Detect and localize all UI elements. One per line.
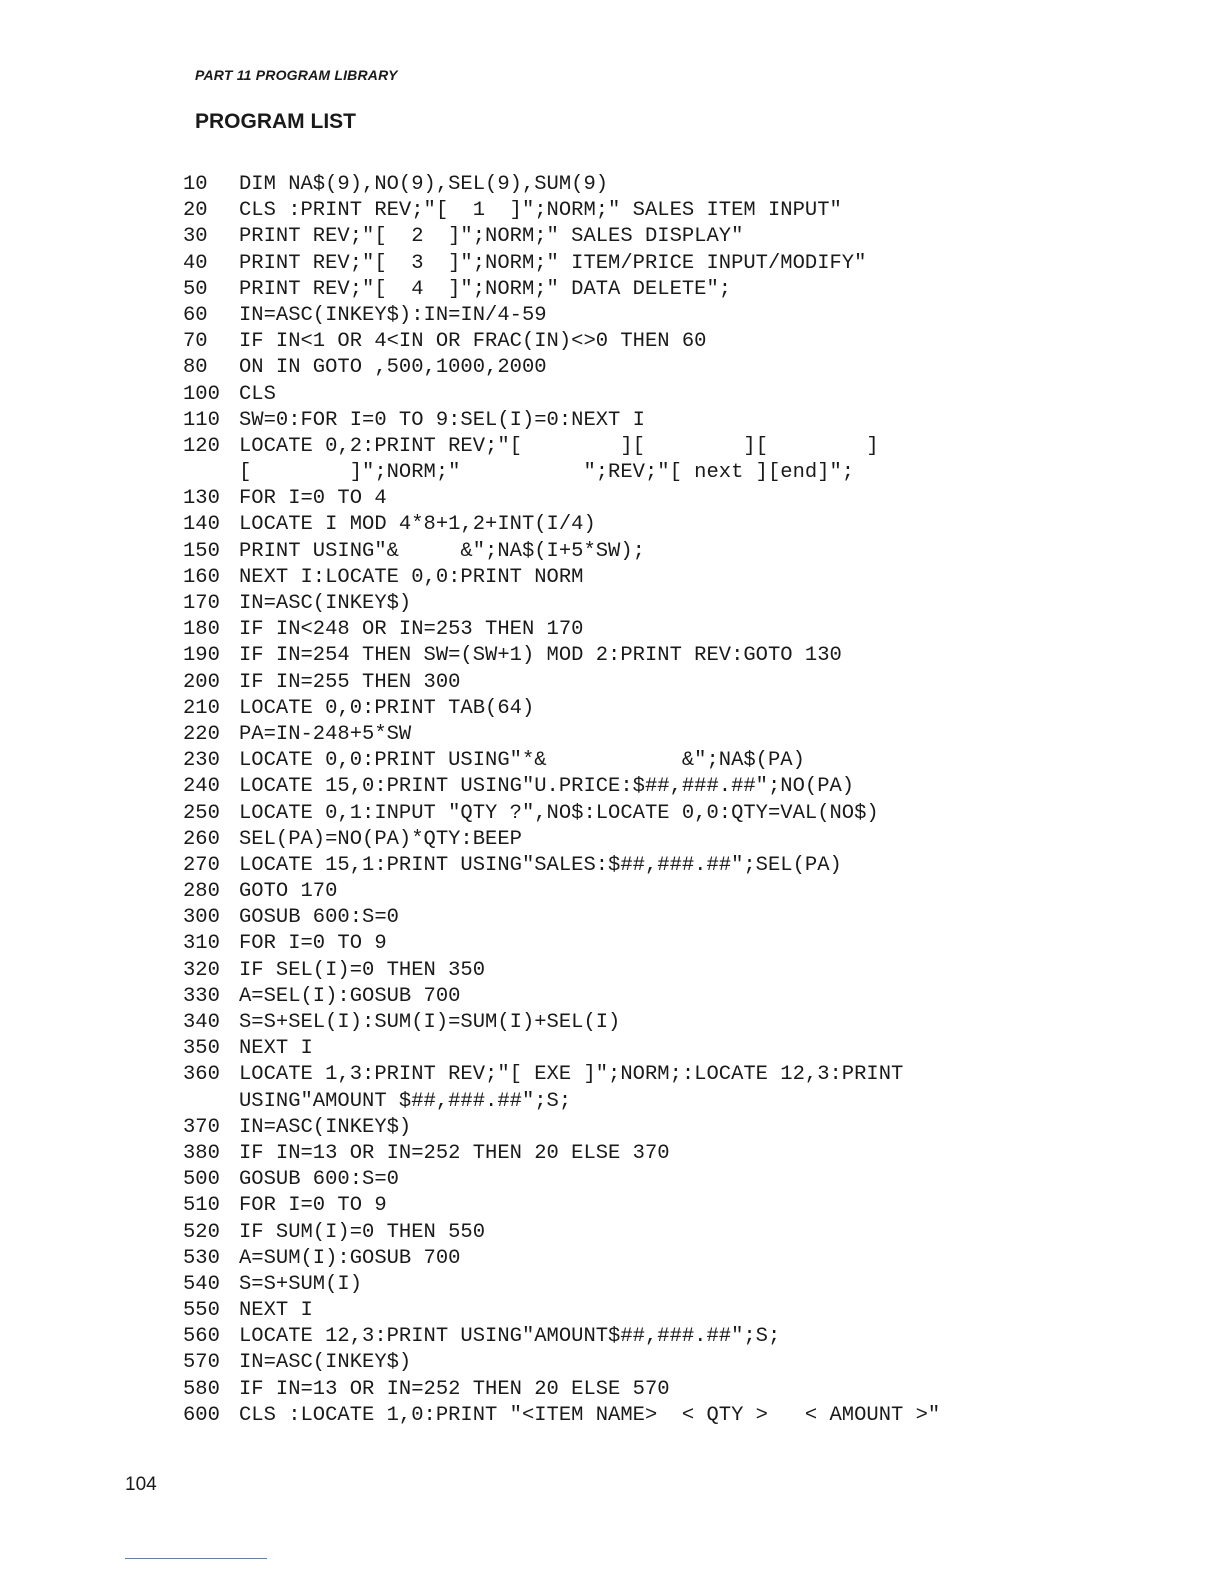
code-line (183, 539, 1083, 565)
code-text: SEL(PA)=NO(PA)*QTY:BEEP (239, 827, 522, 851)
code-text: FOR I=0 TO 9 (239, 932, 387, 956)
code-line (183, 931, 1083, 957)
line-number: 550 (183, 1299, 220, 1323)
line-number: 570 (183, 1351, 220, 1375)
code-text: S=S+SUM(I) (239, 1272, 363, 1296)
code-text: USING"AMOUNT $##,###.##";S; (239, 1089, 572, 1113)
line-number: 230 (183, 749, 220, 773)
code-text: IN=ASC(INKEY$):IN=IN/4-59 (239, 303, 547, 327)
code-text: GOTO 170 (239, 880, 338, 904)
line-number: 300 (183, 906, 220, 930)
code-line (183, 670, 1083, 696)
code-text: GOSUB 600:S=0 (239, 906, 399, 930)
code-text: LOCATE 0,2:PRINT REV;"[ ][ ][ ] (239, 434, 879, 458)
line-number: 330 (183, 984, 220, 1008)
code-text: ON IN GOTO ,500,1000,2000 (239, 356, 547, 380)
code-text: PRINT USING"& &";NA$(I+5*SW); (239, 539, 645, 563)
code-text: LOCATE 0,1:INPUT "QTY ?",NO$:LOCATE 0,0:QTY=VAL(NO$) (239, 801, 879, 825)
line-number: 80 (183, 356, 208, 380)
code-line (183, 565, 1083, 591)
line-number: 280 (183, 880, 220, 904)
code-text: IF IN<248 OR IN=253 THEN 170 (239, 618, 584, 642)
code-line (183, 434, 1083, 460)
code-line (183, 879, 1083, 905)
code-text: PRINT REV;"[ 3 ]";NORM;" ITEM/PRICE INPUT/MODIFY" (239, 251, 867, 275)
line-number: 170 (183, 592, 220, 615)
code-line (183, 905, 1083, 931)
line-number: 210 (183, 696, 220, 720)
code-line (183, 1324, 1083, 1350)
code-text: LOCATE 0,0:PRINT TAB(64) (239, 696, 535, 720)
line-number: 10 (183, 173, 208, 196)
line-number: 160 (183, 565, 220, 589)
code-text: LOCATE 15,0:PRINT USING"U.PRICE:$##,###.##";NO(PA) (239, 775, 855, 799)
code-line (183, 408, 1083, 434)
code-line (183, 696, 1083, 722)
line-number: 340 (183, 1011, 220, 1034)
code-text: NEXT I (239, 1037, 313, 1061)
code-text: FOR I=0 TO 9 (239, 1194, 387, 1218)
code-line (183, 486, 1083, 512)
code-line-continuation (183, 460, 1083, 486)
line-number: 380 (183, 1141, 220, 1165)
line-number: 250 (183, 801, 220, 825)
code-line (183, 251, 1083, 277)
code-line (183, 1193, 1083, 1219)
code-text: LOCATE 1,3:PRINT REV;"[ EXE ]";NORM;:LOCATE 12,3:PRINT (239, 1063, 904, 1087)
code-text: PRINT REV;"[ 4 ]";NORM;" DATA DELETE"; (239, 277, 732, 301)
code-text: IF SEL(I)=0 THEN 350 (239, 958, 486, 982)
line-number: 560 (183, 1325, 220, 1349)
line-number: 60 (183, 303, 208, 327)
line-number: 20 (183, 199, 208, 223)
code-line (183, 801, 1083, 827)
code-line (183, 774, 1083, 800)
code-line (183, 224, 1083, 250)
line-number: 350 (183, 1037, 220, 1061)
line-number: 370 (183, 1115, 220, 1139)
program-listing (183, 172, 1083, 1429)
code-line (183, 1062, 1083, 1088)
line-number: 580 (183, 1377, 220, 1401)
code-text: IF IN=254 THEN SW=(SW+1) MOD 2:PRINT REV:GOTO 130 (239, 644, 842, 668)
code-line (183, 1246, 1083, 1272)
line-number: 150 (183, 539, 220, 563)
code-line (183, 1220, 1083, 1246)
code-line (183, 1036, 1083, 1062)
code-line (183, 722, 1083, 748)
line-number: 500 (183, 1168, 220, 1192)
line-number: 40 (183, 251, 208, 275)
code-text: IF IN=13 OR IN=252 THEN 20 ELSE 370 (239, 1141, 670, 1165)
code-line (183, 1272, 1083, 1298)
line-number: 190 (183, 644, 220, 668)
code-line (183, 172, 1083, 198)
code-text: FOR I=0 TO 4 (239, 487, 387, 511)
code-text: CLS (239, 382, 276, 406)
line-number: 270 (183, 853, 220, 877)
line-number: 530 (183, 1246, 220, 1270)
line-number: 50 (183, 277, 208, 301)
running-head: PART 11 PROGRAM LIBRARY (195, 67, 398, 83)
line-number: 110 (183, 408, 220, 432)
code-line (183, 984, 1083, 1010)
line-number: 70 (183, 330, 208, 354)
line-number: 200 (183, 670, 220, 694)
footer-rule (125, 1558, 267, 1559)
code-text: LOCATE 0,0:PRINT USING"*& &";NA$(PA) (239, 749, 805, 773)
line-number: 130 (183, 487, 220, 511)
code-line-continuation (183, 1089, 1083, 1115)
code-text: CLS :LOCATE 1,0:PRINT "<ITEM NAME> < QTY > < AMOUNT >" (239, 1403, 941, 1427)
code-line (183, 1010, 1083, 1036)
code-text: IF IN<1 OR 4<IN OR FRAC(IN)<>0 THEN 60 (239, 330, 707, 354)
code-line (183, 1141, 1083, 1167)
code-line (183, 355, 1083, 381)
code-line (183, 643, 1083, 669)
code-text: IF IN=255 THEN 300 (239, 670, 461, 694)
code-text: IN=ASC(INKEY$) (239, 592, 412, 615)
line-number: 100 (183, 382, 220, 406)
code-line (183, 748, 1083, 774)
code-line (183, 1350, 1083, 1376)
code-text: SW=0:FOR I=0 TO 9:SEL(I)=0:NEXT I (239, 408, 645, 432)
line-number: 510 (183, 1194, 220, 1218)
section-title: PROGRAM LIST (195, 110, 356, 133)
code-line (183, 1403, 1083, 1429)
line-number: 30 (183, 225, 208, 249)
code-line (183, 591, 1083, 617)
code-text: A=SEL(I):GOSUB 700 (239, 984, 461, 1008)
code-text: GOSUB 600:S=0 (239, 1168, 399, 1192)
code-text: PRINT REV;"[ 2 ]";NORM;" SALES DISPLAY" (239, 225, 744, 249)
line-number: 540 (183, 1272, 220, 1296)
code-text: LOCATE 15,1:PRINT USING"SALES:$##,###.##";SEL(PA) (239, 853, 842, 877)
code-text: NEXT I:LOCATE 0,0:PRINT NORM (239, 565, 584, 589)
code-line (183, 1115, 1083, 1141)
code-line (183, 329, 1083, 355)
line-number: 240 (183, 775, 220, 799)
code-line (183, 853, 1083, 879)
line-number: 600 (183, 1403, 220, 1427)
code-text: DIM NA$(9),NO(9),SEL(9),SUM(9) (239, 173, 609, 196)
line-number: 180 (183, 618, 220, 642)
code-text: IF IN=13 OR IN=252 THEN 20 ELSE 570 (239, 1377, 670, 1401)
code-line (183, 1167, 1083, 1193)
code-text: IN=ASC(INKEY$) (239, 1351, 412, 1375)
code-line (183, 1377, 1083, 1403)
line-number: 320 (183, 958, 220, 982)
line-number: 310 (183, 932, 220, 956)
code-text: A=SUM(I):GOSUB 700 (239, 1246, 461, 1270)
code-line (183, 198, 1083, 224)
code-line (183, 303, 1083, 329)
code-text: IF SUM(I)=0 THEN 550 (239, 1220, 486, 1244)
code-line (183, 617, 1083, 643)
line-number: 360 (183, 1063, 220, 1087)
code-text: LOCATE I MOD 4*8+1,2+INT(I/4) (239, 513, 596, 537)
line-number: 260 (183, 827, 220, 851)
line-number: 120 (183, 434, 220, 458)
code-text: PA=IN-248+5*SW (239, 722, 412, 746)
code-line (183, 1298, 1083, 1324)
code-text: CLS :PRINT REV;"[ 1 ]";NORM;" SALES ITEM INPUT" (239, 199, 842, 223)
code-text: IN=ASC(INKEY$) (239, 1115, 412, 1139)
line-number: 520 (183, 1220, 220, 1244)
code-text: NEXT I (239, 1299, 313, 1323)
code-line (183, 827, 1083, 853)
code-line (183, 277, 1083, 303)
code-text: S=S+SEL(I):SUM(I)=SUM(I)+SEL(I) (239, 1011, 621, 1034)
page-number: 104 (125, 1474, 157, 1495)
code-text: LOCATE 12,3:PRINT USING"AMOUNT$##,###.##";S; (239, 1325, 781, 1349)
code-line (183, 958, 1083, 984)
code-text: [ ]";NORM;" ";REV;"[ next ][end]"; (239, 461, 855, 485)
line-number: 220 (183, 722, 220, 746)
code-line (183, 382, 1083, 408)
line-number: 140 (183, 513, 220, 537)
code-line (183, 512, 1083, 538)
